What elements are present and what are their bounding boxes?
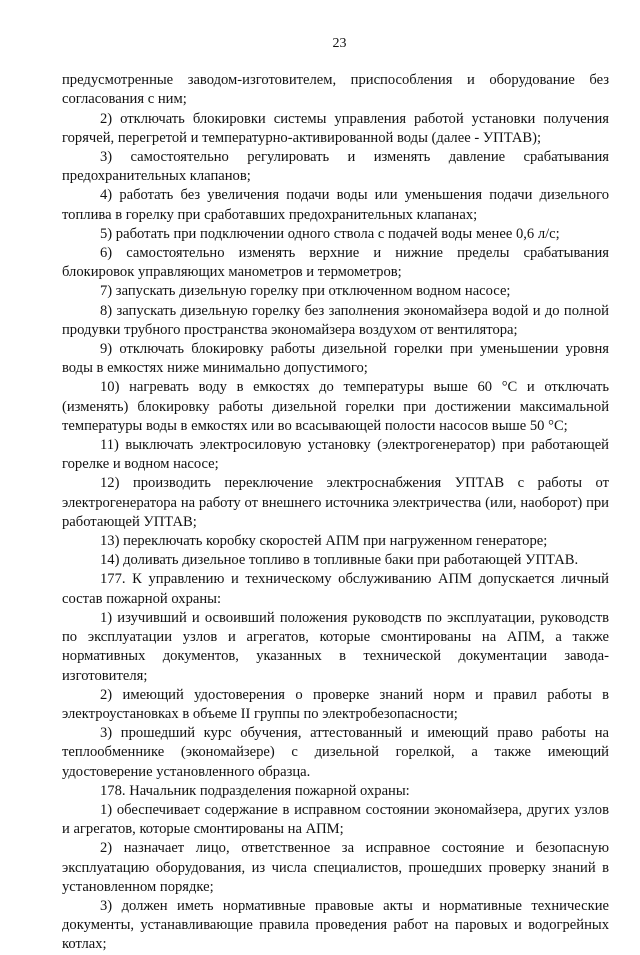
paragraph: 10) нагревать воду в емкостях до температуры выше 60 °С и отключать (изменять) блокировку работы дизельной горелки при достижении максимальной температуры воды в емкостях или во всасывающей полости насосов выше 50 °С; [62,379,609,434]
paragraph: 1) обеспечивает содержание в исправном состоянии экономайзера, других узлов и агрегатов, которые смонтированы на АПМ; [62,801,609,838]
paragraph: 2) отключать блокировки системы управления работой установки получения горячей, перегретой и температурно-активированной воды (далее - УПТАВ); [62,110,609,146]
paragraph: 3) самостоятельно регулировать и изменять давление срабатывания предохранительных клапанов; [62,149,609,185]
paragraph: 1) изучивший и освоивший положения руководств по эксплуатации, руководств по эксплуатации узлов и агрегатов, которые смонтированы на АПМ, а также нормативных документов, указанных в технической документации завода-изготовителя; [62,609,609,684]
paragraph: 9) отключать блокировку работы дизельной горелки при уменьшении уровня воды в емкостях ниже минимально допустимого; [62,341,609,377]
paragraph: 3) должен иметь нормативные правовые акты и нормативные технические документы, устанавливающие правила проведения работ на паровых и водогрейных котлах; [62,897,609,953]
paragraph: предусмотренные заводом-изготовителем, приспособления и оборудование без согласования с ним; [62,72,609,108]
paragraph: 3) прошедший курс обучения, аттестованный и имеющий право работы на теплообменнике (экономайзере) с дизельной горелкой, а также имеющий удостоверение установленного образца. [62,725,609,780]
document-body [62,71,609,954]
paragraph: 12) производить переключение электроснабжения УПТАВ с работы от электрогенератора на работу от внешнего источника электричества (или, наоборот) при работающей УПТАВ; [62,475,609,530]
paragraph: 11) выключать электросиловую установку (электрогенератор) при работающей горелке и водном насосе; [62,437,609,473]
paragraph: 178. Начальник подразделения пожарной охраны: [100,782,410,799]
paragraph: 177. К управлению и техническому обслуживанию АПМ допускается личный состав пожарной охраны: [62,571,609,607]
paragraph: 8) запускать дизельную горелку без заполнения экономайзера водой и до полной продувки трубного пространства экономайзера воздухом от вентилятора; [62,302,609,338]
paragraph: 2) имеющий удостоверения о проверке знаний норм и правил работы в электроустановках в объеме II группы по электробезопасности; [62,686,609,722]
paragraph: 2) назначает лицо, ответственное за исправное состояние и безопасную эксплуатацию оборудования, из числа специалистов, прошедших проверку знаний в установленном порядке; [62,840,609,895]
page-number: 23 [332,36,347,51]
paragraph: 6) самостоятельно изменять верхние и нижние пределы срабатывания блокировок управляющих манометров и термометров; [62,245,609,281]
paragraph: 7) запускать дизельную горелку при отключенном водном насосе; [100,283,511,300]
paragraph: 14) доливать дизельное топливо в топливные баки при работающей УПТАВ. [100,552,579,569]
paragraph: 5) работать при подключении одного ствола с подачей воды менее 0,6 л/с; [100,225,560,242]
paragraph: 4) работать без увеличения подачи воды или уменьшения подачи дизельного топлива в горелку при сработавших предохранительных клапанах; [62,187,609,223]
paragraph: 13) переключать коробку скоростей АПМ при нагруженном генераторе; [100,533,548,550]
